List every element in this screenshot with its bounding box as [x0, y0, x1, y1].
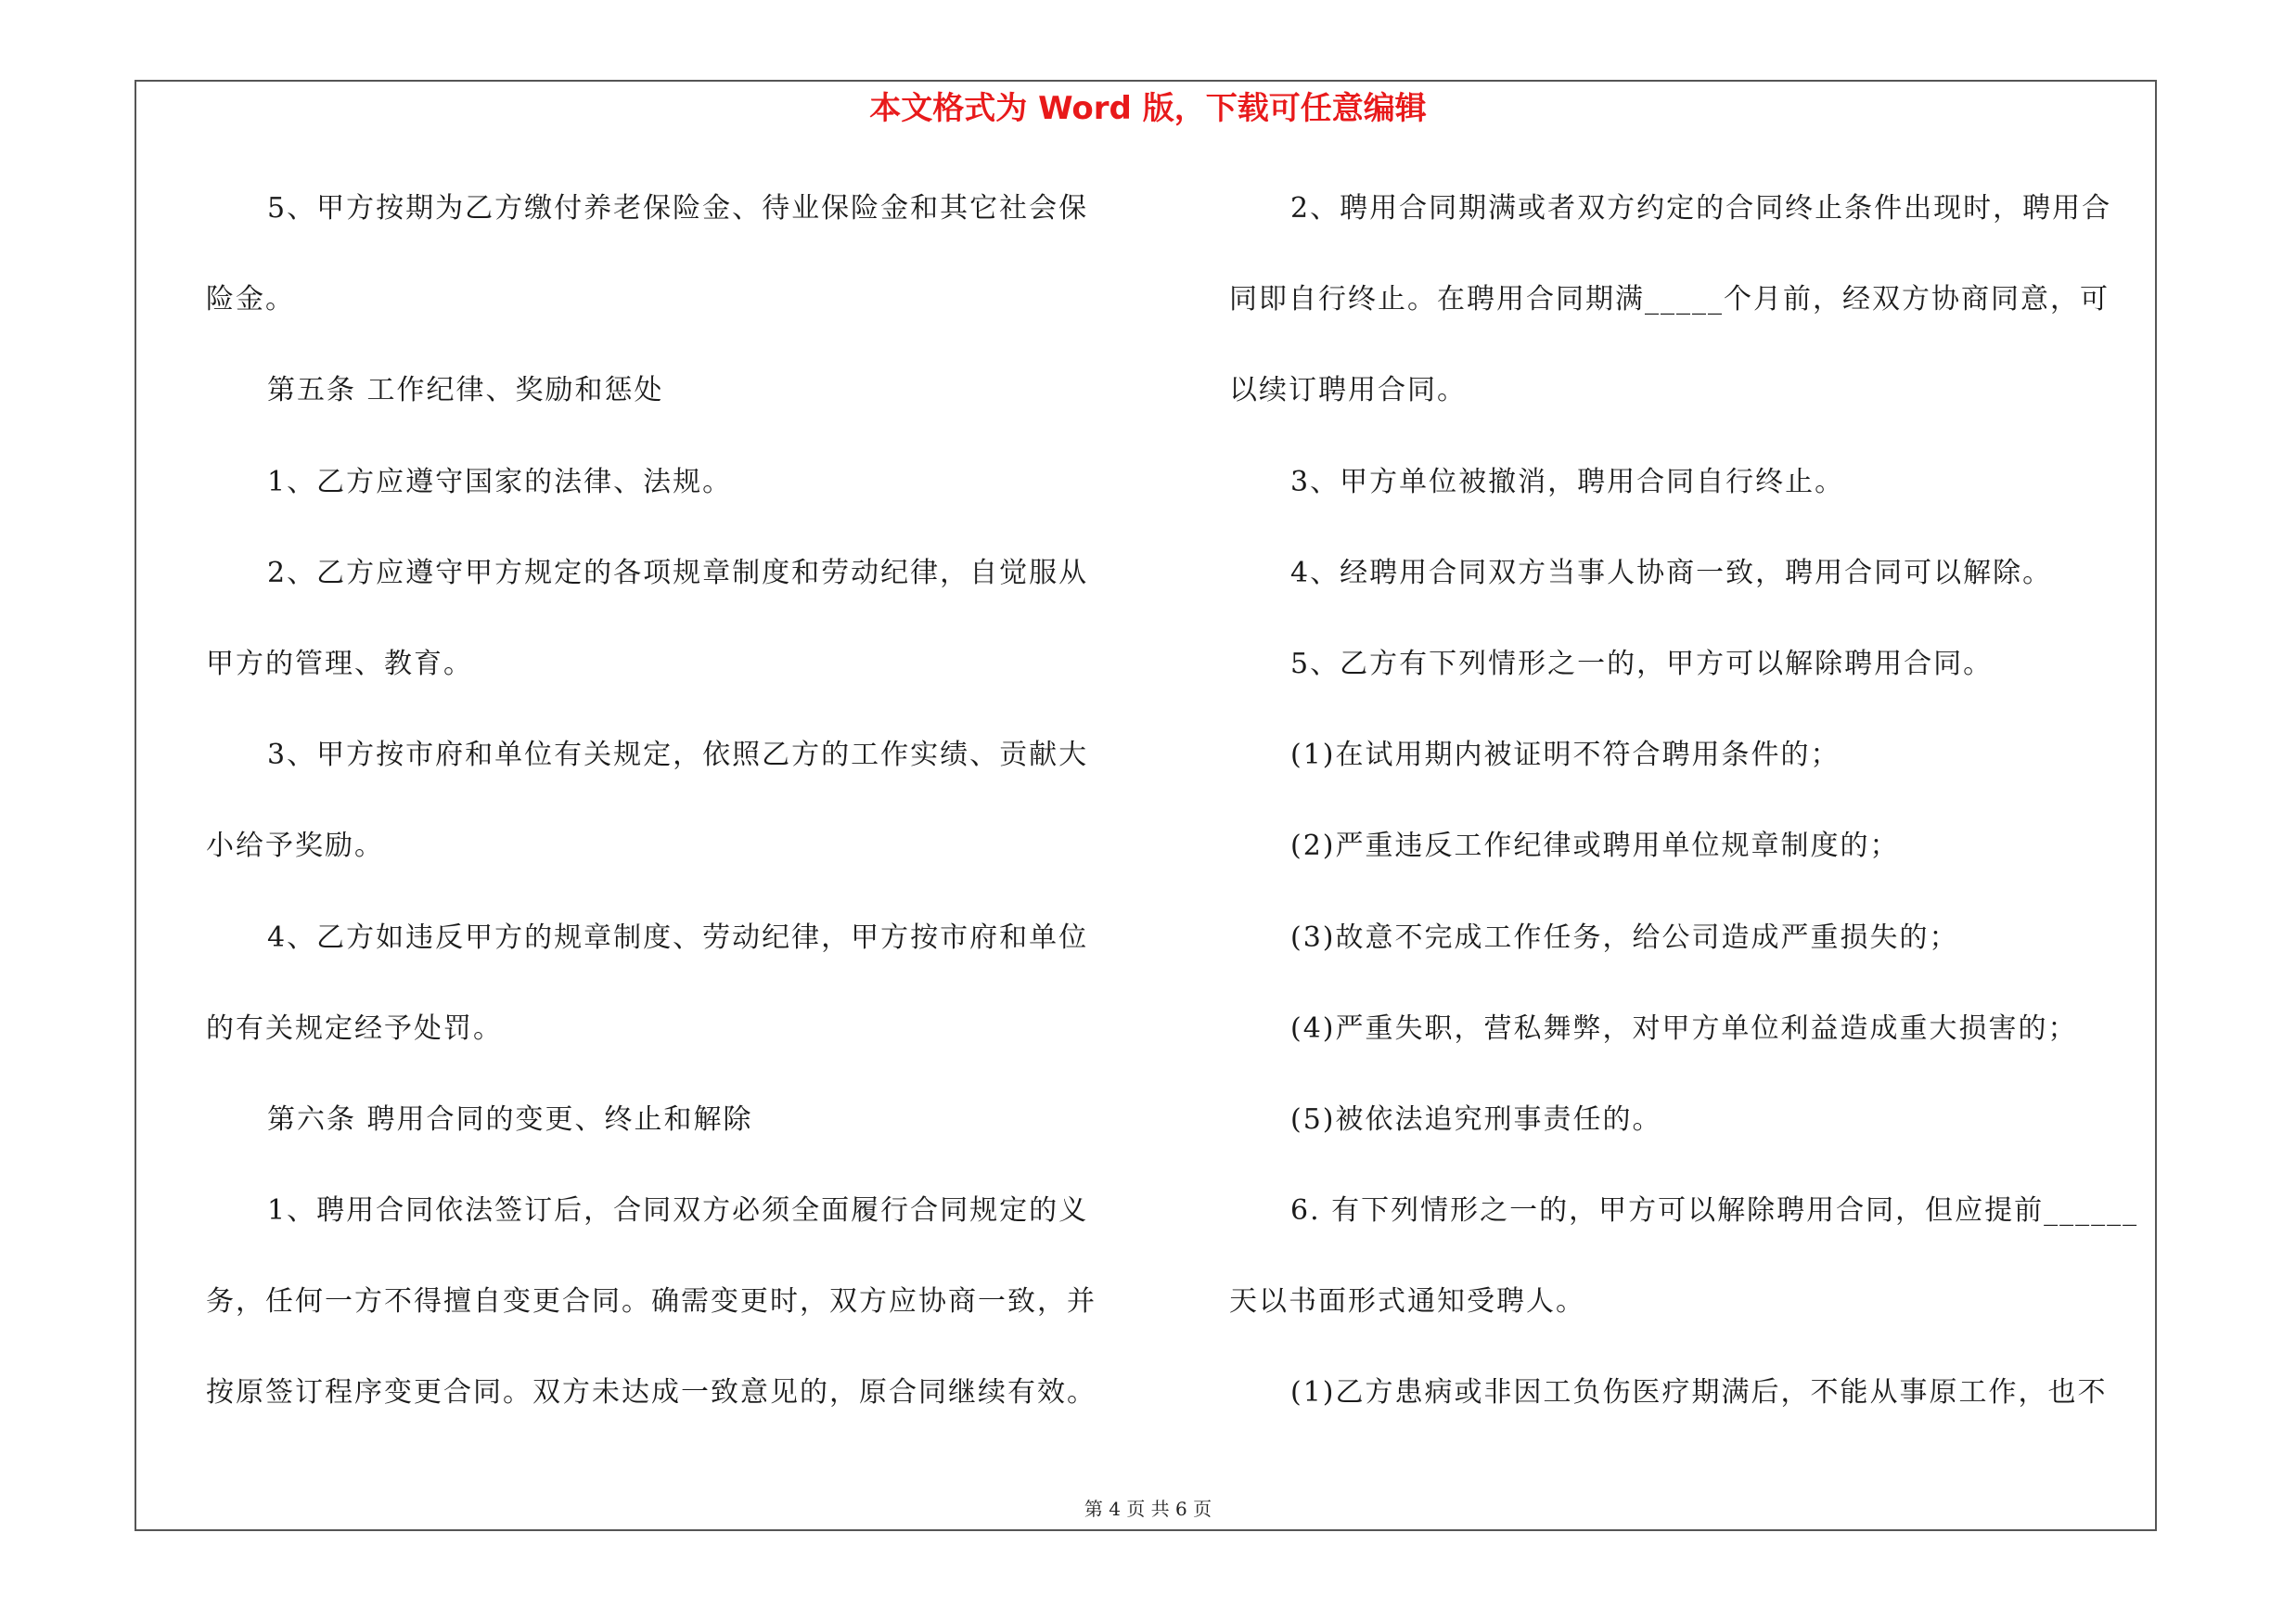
page-number-footer: 第 4 页 共 6 页: [1084, 1498, 1212, 1520]
paragraph-line: 按原签订程序变更合同。双方未达成一致意见的，原合同继续有效。: [206, 1376, 1097, 1410]
left-column: [206, 186, 1161, 1462]
paragraph-line: 3、甲方按市府和单位有关规定，依照乙方的工作实绩、贡献大: [267, 739, 1089, 772]
paragraph-line: 险金。: [206, 283, 295, 316]
paragraph-line: 甲方的管理、教育。: [206, 647, 473, 680]
paragraph-line: 5、甲方按期为乙方缴付养老保险金、待业保险金和其它社会保: [267, 192, 1089, 225]
paragraph-line: 5、乙方有下列情形之一的，甲方可以解除聘用合同。: [1290, 647, 1994, 680]
paragraph-line: (1)乙方患病或非因工负伤医疗期满后，不能从事原工作，也不: [1290, 1376, 2108, 1410]
paragraph-line: 2、乙方应遵守甲方规定的各项规章制度和劳动纪律，自觉服从: [267, 556, 1089, 589]
paragraph-line: (2)严重违反工作纪律或聘用单位规章制度的；: [1290, 830, 1900, 863]
paragraph-line: 务，任何一方不得擅自变更合同。确需变更时，双方应协商一致，并: [206, 1285, 1097, 1319]
paragraph-line: (1)在试用期内被证明不符合聘用条件的；: [1290, 739, 1841, 772]
paragraph-line: 1、聘用合同依法签订后，合同双方必须全面履行合同规定的义: [267, 1194, 1089, 1228]
paragraph-line: 小给予奖励。: [206, 830, 384, 863]
paragraph-line: 天以书面形式通知受聘人。: [1229, 1285, 1585, 1319]
paragraph-line: 3、甲方单位被撤消，聘用合同自行终止。: [1290, 465, 1845, 498]
paragraph-line: 4、乙方如违反甲方的规章制度、劳动纪律，甲方按市府和单位: [267, 921, 1089, 954]
editable-notice-banner: 本文格式为 Word 版，下载可任意编辑: [869, 90, 1427, 127]
paragraph-line: 第六条 聘用合同的变更、终止和解除: [267, 1102, 753, 1136]
paragraph-line: 4、经聘用合同双方当事人协商一致，聘用合同可以解除。: [1290, 556, 2053, 589]
paragraph-line: (4)严重失职，营私舞弊，对甲方单位利益造成重大损害的；: [1290, 1011, 2078, 1045]
paragraph-line: 6. 有下列情形之一的，甲方可以解除聘用合同，但应提前______: [1290, 1194, 2139, 1228]
paragraph-line: 第五条 工作纪律、奖励和惩处: [267, 374, 664, 407]
paragraph-line: 的有关规定经予处罚。: [206, 1011, 503, 1045]
right-column: [1229, 186, 2157, 1462]
paragraph-line: (5)被依法追究刑事责任的。: [1290, 1102, 1662, 1136]
paragraph-line: 同即自行终止。在聘用合同期满_____个月前，经双方协商同意，可: [1229, 283, 2110, 316]
paragraph-line: 1、乙方应遵守国家的法律、法规。: [267, 465, 733, 498]
paragraph-line: 以续订聘用合同。: [1229, 374, 1467, 407]
paragraph-line: (3)故意不完成工作任务，给公司造成严重损失的；: [1290, 921, 1959, 954]
paragraph-line: 2、聘用合同期满或者双方约定的合同终止条件出现时，聘用合: [1290, 192, 2112, 225]
